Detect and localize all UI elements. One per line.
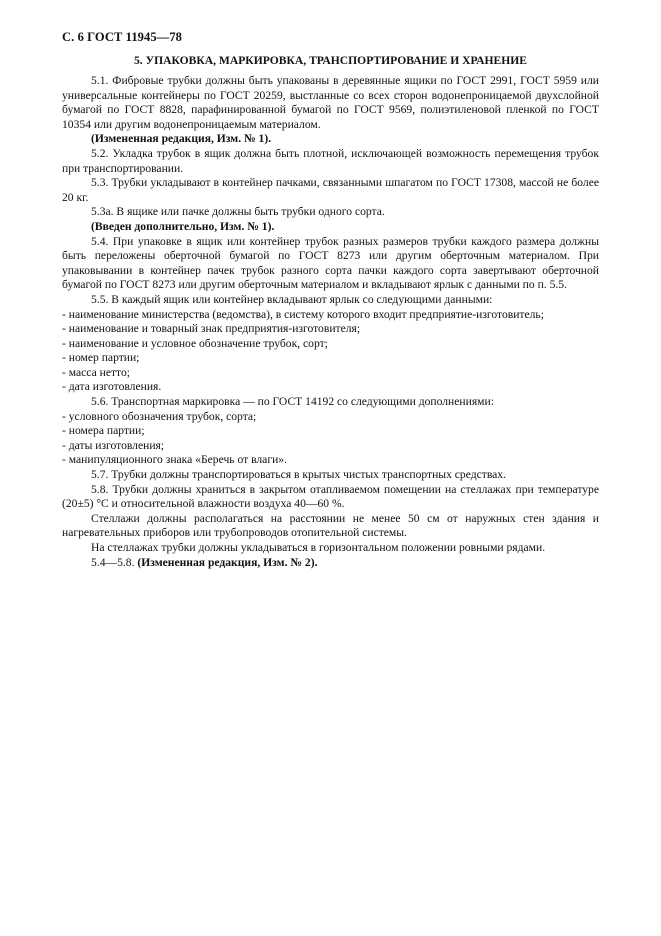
list-item: - наименование и условное обозначение трубок, сорт; (62, 336, 328, 350)
list-item: - манипуляционного знака «Беречь от влаги». (62, 453, 287, 467)
paragraph-shelving: Стеллажи должны располагаться на расстоянии не менее 50 см от наружных стен здания и нагревательных приборов или трубопроводов отопительной системы. (62, 511, 599, 540)
section-title: 5. УПАКОВКА, МАРКИРОВКА, ТРАНСПОРТИРОВАНИЕ И ХРАНЕНИЕ (133, 54, 528, 67)
paragraph-stacking: На стеллажах трубки должны укладываться в горизонтальном положении ровными рядами. (91, 541, 546, 554)
paragraph-5-4: 5.4. При упаковке в ящик или контейнер трубок разных размеров трубки каждого размера должны быть переложены оберточной бумагой по ГОСТ 8273 или другим оберточным материалом. При упаковывании в контейнер пачек трубок разного сорта пачки каждого сорта завертывают оберточной бумагой по ГОСТ 8273 или другим оберточным материалом и вкладывают ярлык с данными по п. 5.5. (62, 234, 599, 292)
final-amendment-note (62, 556, 599, 571)
paragraph-5-1: 5.1. Фибровые трубки должны быть упакованы в деревянные ящики по ГОСТ 2991, ГОСТ 5959 или универсальные контейнеры по ГОСТ 20259, выстланные со всех сторон водонепроницаемой двухслойной бумагой по ГОСТ 8828, парафинированной бумагой по ГОСТ 9569, полиэтиленовой пленкой по ГОСТ 10354 или другим водонепроницаемым материалом. (62, 74, 599, 131)
document-body (62, 74, 599, 570)
paragraph-5-2: 5.2. Укладка трубок в ящик должна быть плотной, исключающей возможность перемещения трубок при транспортировании. (62, 146, 599, 175)
list-item: - дата изготовления. (62, 380, 162, 394)
amendment-note: (Введен дополнительно, Изм. № 1). (91, 219, 275, 233)
paragraph-5-3a: 5.3а. В ящике или пачке должны быть трубки одного сорта. (91, 205, 385, 219)
list-item: - условного обозначения трубок, сорта; (62, 409, 257, 423)
list-item: - номер партии; (62, 351, 140, 365)
paragraph-5-3: 5.3. Трубки укладывают в контейнер пачками, связанными шпагатом по ГОСТ 17308, массой не более 20 кг. (62, 176, 599, 204)
list-item: - масса нетто; (62, 365, 130, 379)
paragraph-5-8: 5.8. Трубки должны храниться в закрытом отапливаемом помещении на стеллажах при температуре (20±5) °С и относительной влажности воздуха 40—60 %. (62, 482, 599, 511)
page-header: С. 6 ГОСТ 11945—78 (62, 30, 183, 44)
list-item: - наименование и товарный знак предприятия-изготовителя; (62, 322, 361, 336)
paragraph-5-7: 5.7. Трубки должны транспортироваться в крытых чистых транспортных средствах. (91, 468, 506, 482)
paragraph-5-6: 5.6. Транспортная маркировка — по ГОСТ 14192 со следующими дополнениями: (91, 395, 494, 409)
final-note-prefix: 5.4—5.8. (91, 555, 138, 569)
amendment-note: (Измененная редакция, Изм. № 1). (91, 132, 272, 146)
list-item: - наименование министерства (ведомства), в систему которого входит предприятие-изготовитель; (62, 307, 544, 321)
final-note-bold: (Измененная редакция, Изм. № 2). (137, 555, 318, 569)
list-item: - номера партии; (62, 424, 145, 438)
list-item: - даты изготовления; (62, 438, 165, 452)
paragraph-5-5: 5.5. В каждый ящик или контейнер вкладывают ярлык со следующими данными: (91, 292, 493, 306)
